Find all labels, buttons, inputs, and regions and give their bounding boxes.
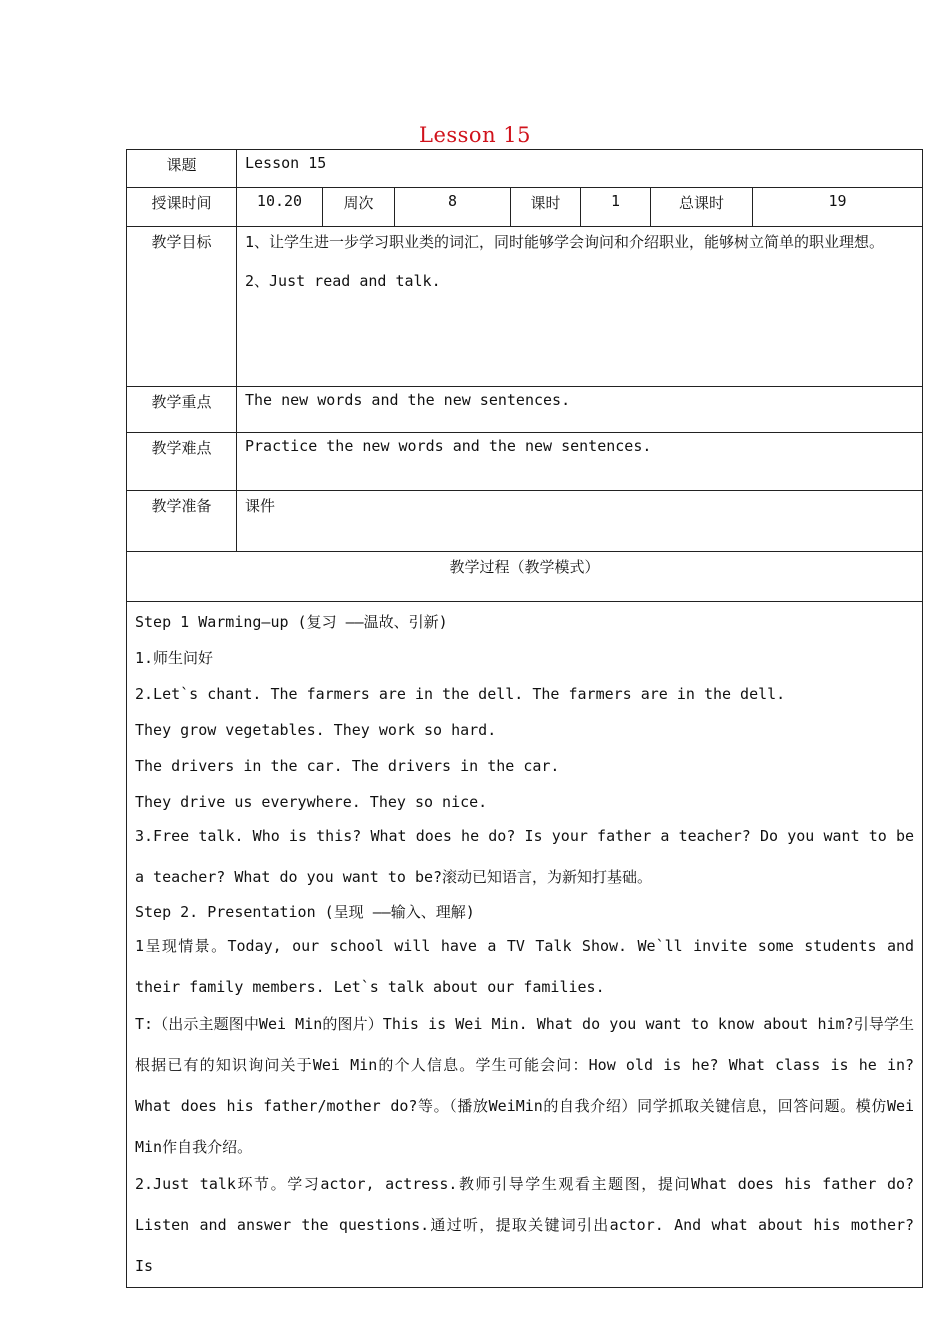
process-line: Step 1 Warming—up (复习 ——温故、引新) [135,613,448,631]
process-line: Step 2. Presentation (呈现 ——输入、理解) [135,903,475,921]
prep-label: 教学准备 [127,491,237,552]
time-label: 授课时间 [127,188,237,227]
process-line: 2.Let`s chant. The farmers are in the dell. The farmers are in the dell. [135,685,786,703]
process-label: 教学过程（教学模式） [127,552,923,602]
goals-row [127,227,923,387]
goal-item: 1、让学生进一步学习职业类的词汇，同时能够学会询问和介绍职业，能够树立简单的职业理想。 [245,233,885,251]
key-row [127,387,923,433]
process-line: 1.师生问好 [135,649,214,667]
difficulty-value: Practice the new words and the new sentences. [237,433,923,491]
document-title: Lesson 15 [419,123,531,147]
process-line: They drive us everywhere. They so nice. [135,793,488,811]
goal-item: 2、Just read and talk. [245,272,441,290]
process-line: 3.Free talk. Who is this? What does he do? Is your father a teacher? Do you want to be a teacher? What do you want to be?滚动已知语言，为新知打基础。 [135,827,915,886]
difficulty-label: 教学难点 [127,433,237,491]
total-label: 总课时 [651,188,753,227]
time-value: 10.20 [237,188,323,227]
process-row [127,602,923,1288]
key-value: The new words and the new sentences. [237,387,923,433]
week-label: 周次 [323,188,395,227]
lesson-plan-table [126,149,923,1288]
period-label: 课时 [511,188,581,227]
process-line: They grow vegetables. They work so hard. [135,721,497,739]
topic-row [127,150,923,188]
topic-value: Lesson 15 [237,150,923,188]
schedule-row [127,188,923,227]
process-line: 1呈现情景。Today, our school will have a TV Talk Show. We`ll invite some students and their family members. Let`s talk about our families. [135,937,915,996]
total-value: 19 [753,188,923,227]
process-line: T:（出示主题图中Wei Min的图片）This is Wei Min. What do you want to know about him?引导学生根据已有的知识询问关于Wei Min的个人信息。学生可能会问：How old is he? What class is he in? What does his father/mother do?等。（播放WeiMin的自我介绍）同学抓取关键信息，回答问题。模仿Wei Min作自我介绍。 [135,1015,915,1156]
process-header-row [127,552,923,602]
process-line: The drivers in the car. The drivers in the car. [135,757,560,775]
week-value: 8 [395,188,511,227]
period-value: 1 [581,188,651,227]
difficulty-row [127,433,923,491]
goals-label: 教学目标 [127,227,237,387]
key-label: 教学重点 [127,387,237,433]
topic-label: 课题 [127,150,237,188]
prep-row [127,491,923,552]
goals-cell [237,227,923,387]
process-line: 2.Just talk环节。学习actor, actress.教师引导学生观看主题图，提问What does his father do? Listen and answer the questions.通过听，提取关键词引出actor. And what about his mother? Is [135,1175,915,1275]
process-cell [127,602,923,1288]
prep-value: 课件 [237,491,923,552]
